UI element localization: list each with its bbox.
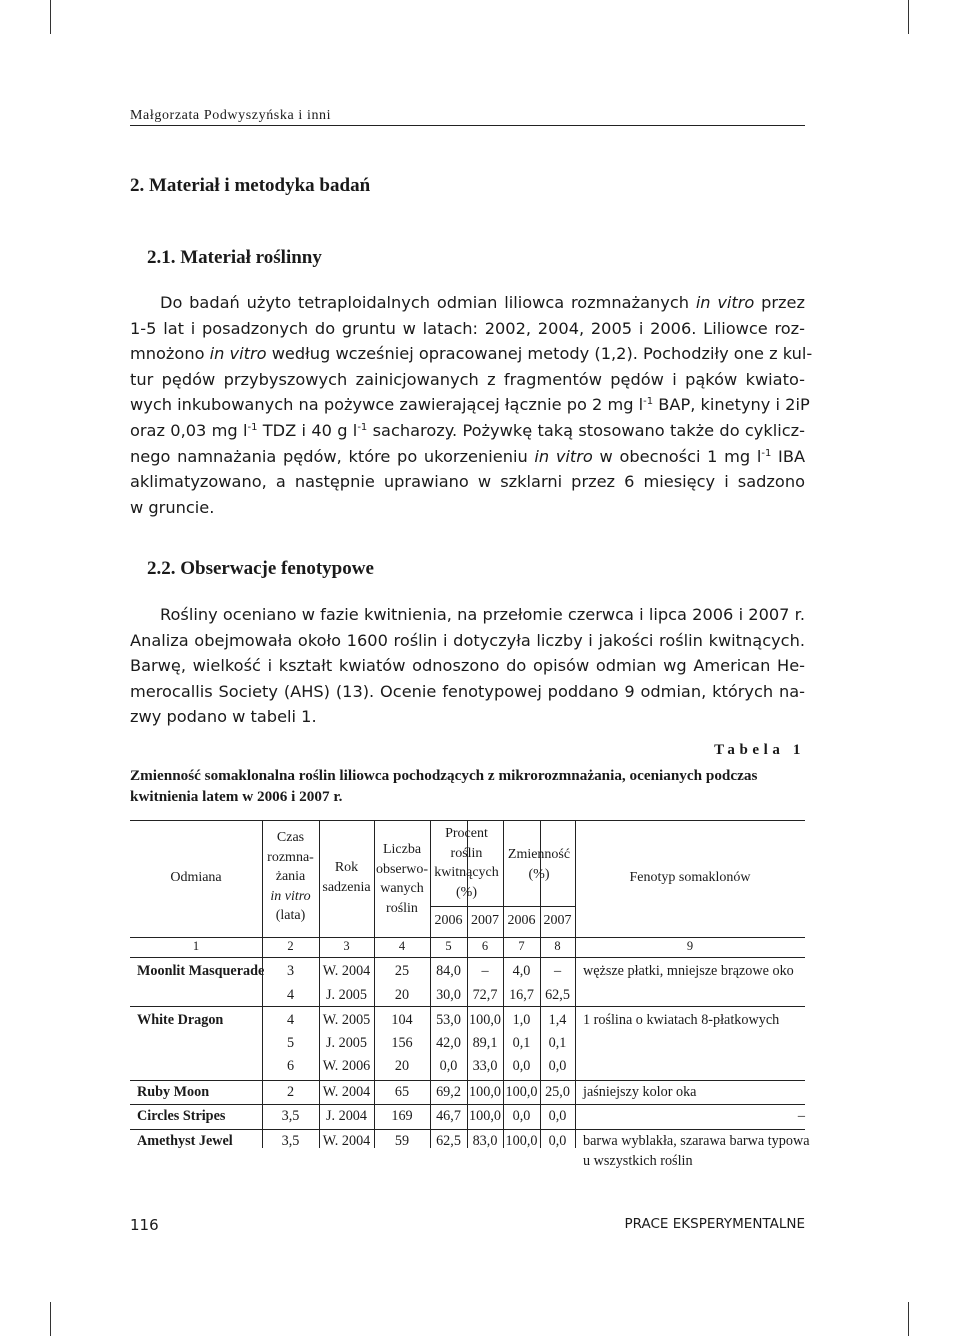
cell-czas: 3,5 — [281, 1133, 300, 1149]
cell-procent-2006: 46,7 — [436, 1108, 461, 1124]
header-zmiennosc: (%) — [528, 866, 550, 882]
cultivar-name: Circles Stripes — [137, 1108, 226, 1124]
text-line: mnożono in vitro według wcześniej opracowanej metody (1,2). Pochodziły one z kul- — [130, 344, 813, 364]
page-number: 116 — [130, 1216, 159, 1234]
cell-zmiennosc-2006: 100,0 — [505, 1084, 538, 1100]
header-rok: sadzenia — [322, 879, 371, 895]
cell-zmiennosc-2007: 25,0 — [545, 1084, 570, 1100]
cell-zmiennosc-2006: 1,0 — [512, 1012, 531, 1028]
cultivar-name: Amethyst Jewel — [137, 1133, 233, 1149]
cell-zmiennosc-2007: 1,4 — [548, 1012, 567, 1028]
cell-zmiennosc-2007: 0,0 — [548, 1058, 567, 1074]
cell-liczba: 20 — [394, 987, 410, 1003]
cell-rok: W. 2005 — [322, 1012, 371, 1028]
section-title: 2. Materiał i metodyka badań — [130, 175, 371, 196]
cell-procent-2007: – — [481, 963, 489, 979]
cell-liczba: 59 — [394, 1133, 410, 1149]
text-line: tur pędów przybyszowych zainicjowanych z fragmentów pędów i pąków kwiato- — [130, 369, 805, 389]
journal-name: PRACE EKSPERYMENTALNE — [624, 1216, 805, 1232]
cell-procent-2006: 42,0 — [436, 1035, 461, 1051]
cell-zmiennosc-2007: 0,0 — [548, 1108, 567, 1124]
cell-fenotyp: jaśniejszy kolor oka — [583, 1084, 697, 1100]
crop-mark — [908, 0, 909, 34]
text-line: nego namnażania pędów, które po ukorzenieniu in vitro w obecności 1 mg $l^{-1}$ IBA — [130, 446, 806, 466]
cell-czas: 2 — [286, 1084, 295, 1100]
cell-procent-2006: 69,2 — [436, 1084, 461, 1100]
table-label: Tabela 1 — [714, 742, 805, 758]
header-liczba: wanych — [380, 881, 424, 896]
cell-zmiennosc-2006: 16,7 — [509, 987, 534, 1003]
cell-procent-2007: 100,0 — [469, 1108, 501, 1124]
text-line: Do badań użyto tetraploidalnych odmian liliowca rozmnażanych in vitro przez — [160, 293, 806, 312]
cell-fenotyp: węższe płatki, mniejsze brązowe oko — [583, 963, 794, 979]
cell-procent-2007: 89,1 — [472, 1035, 498, 1051]
cell-fenotyp: 1 roślina o kwiatach 8-płatkowych — [583, 1012, 780, 1028]
header-czas: rozmna- — [267, 849, 314, 865]
crop-mark — [908, 1302, 909, 1336]
cell-rok: W. 2004 — [322, 1084, 371, 1100]
header-fenotyp: Fenotyp somaklonów — [629, 870, 751, 885]
subsection-title-2: 2.2. Obserwacje fenotypowe — [147, 558, 374, 579]
cell-rok: J. 2005 — [326, 987, 367, 1003]
header-liczba: obserwo- — [375, 861, 429, 877]
paragraph-observations — [130, 602, 805, 730]
cell-procent-2006: 0,0 — [439, 1058, 458, 1074]
header-procent: (%) — [456, 884, 477, 900]
text-line: Analiza obejmowała około 1600 roślin i dotyczyła liczby i jakości roślin kwitnących. — [130, 630, 805, 650]
header-procent: Procent — [445, 826, 488, 841]
cultivar-name: Moonlit Masquerade — [137, 963, 265, 979]
cell-procent-2007: 100,0 — [469, 1012, 501, 1028]
cell-procent-2007: 100,0 — [469, 1084, 501, 1100]
cell-procent-2006: 62,5 — [436, 1133, 461, 1149]
cell-zmiennosc-2007: 0,0 — [548, 1133, 567, 1149]
cell-procent-2006: 53,0 — [436, 1012, 461, 1028]
cell-zmiennosc-2007: 0,1 — [548, 1035, 567, 1051]
cell-zmiennosc-2006: 0,1 — [512, 1035, 531, 1051]
column-number: 1 — [192, 939, 200, 953]
header-liczba: Liczba — [382, 842, 422, 857]
cell-fenotyp: barwa wyblakła, szarawa barwa typowa — [583, 1133, 810, 1149]
cell-liczba: 104 — [391, 1012, 413, 1028]
header-czas: Czas — [276, 830, 305, 845]
text-line: 1-5 lat i posadzonych do gruntu w latach: 2002, 2004, 2005 i 2006. Liliowce roz- — [130, 318, 805, 338]
cell-rok: W. 2004 — [322, 1133, 371, 1149]
header-czas: (lata) — [275, 908, 306, 923]
cell-procent-2006: 30,0 — [436, 987, 461, 1003]
text-line: aklimatyzowano, a następnie uprawiano w szklarni przez 6 miesięcy i sadzono — [130, 472, 805, 492]
table-caption: Zmienność somaklonalna roślin liliowca pochodzących z mikrorozmnażania, ocenianych podczas kwitnienia latem w 2006 i 2007 r. — [130, 767, 758, 805]
cell-fenotyp: – — [797, 1108, 805, 1124]
cell-liczba: 65 — [394, 1084, 410, 1100]
text-line: Rośliny oceniano w fazie kwitnienia, na przełomie czerwca i lipca 2006 i 2007 r. — [160, 605, 805, 624]
column-number: 7 — [518, 939, 525, 953]
header-year: 2006 — [434, 913, 463, 928]
column-number: 3 — [343, 939, 350, 953]
subsection-title-1: 2.1. Materiał roślinny — [147, 247, 322, 268]
cell-czas: 4 — [286, 1012, 295, 1028]
cell-liczba: 25 — [394, 963, 410, 979]
header-odmiana: Odmiana — [170, 870, 222, 885]
crop-mark — [50, 0, 51, 34]
cell-czas: 5 — [286, 1035, 295, 1051]
cultivar-name: White Dragon — [137, 1012, 224, 1028]
text-line: w gruncie. — [130, 497, 215, 517]
cell-fenotyp: u wszystkich roślin — [583, 1153, 693, 1169]
header-year: 2007 — [543, 913, 572, 928]
crop-mark — [50, 1302, 51, 1336]
text-line: wych inkubowanych na pożywce zawierającej łącznie po 2 mg $l^{-1}$ BAP, kinetyny i 2iP — [130, 395, 810, 415]
header-procent: kwitnących — [434, 865, 499, 880]
column-number: 9 — [686, 939, 694, 953]
column-number: 2 — [287, 939, 294, 953]
cell-zmiennosc-2006: 100,0 — [505, 1133, 538, 1149]
paragraph-materials — [130, 290, 813, 520]
header-zmiennosc: Zmienność — [507, 847, 571, 862]
cell-zmiennosc-2006: 4,0 — [512, 963, 531, 979]
cell-czas: 6 — [286, 1058, 295, 1074]
header-czas: in vitro — [270, 888, 311, 904]
cell-czas: 3,5 — [281, 1108, 300, 1124]
text-line: merocallis Society (AHS) (13). Ocenie fenotypowej poddano 9 odmian, których na- — [130, 681, 805, 701]
header-year: 2006 — [507, 913, 536, 928]
cell-procent-2007: 33,0 — [472, 1058, 498, 1074]
header-rok: Rok — [334, 860, 359, 875]
cell-rok: J. 2004 — [326, 1108, 367, 1124]
cell-rok: J. 2005 — [326, 1035, 367, 1051]
column-number: 6 — [481, 939, 489, 953]
text-line: Barwę, wielkość i kształt kwiatów odnoszono do opisów odmian wg American He- — [130, 656, 805, 676]
header-rule — [130, 125, 805, 126]
header-czas: żania — [275, 869, 306, 884]
cell-liczba: 156 — [391, 1035, 413, 1051]
cell-zmiennosc-2007: – — [553, 963, 562, 979]
cell-procent-2006: 84,0 — [436, 963, 461, 979]
column-number: 5 — [445, 939, 452, 953]
header-procent: roślin — [450, 845, 483, 861]
cell-rok: W. 2004 — [322, 963, 371, 979]
cell-zmiennosc-2006: 0,0 — [512, 1108, 531, 1124]
cultivar-name: Ruby Moon — [137, 1084, 210, 1100]
text-line: oraz 0,03 mg $l^{-1}$ TDZ i 40 g $l^{-1}$ sacharozy. Pożywkę taką stosowano także do cyklicz- — [130, 420, 805, 440]
cell-procent-2007: 72,7 — [472, 987, 498, 1003]
cell-czas: 4 — [286, 987, 295, 1003]
cell-zmiennosc-2007: 62,5 — [545, 987, 570, 1003]
header-year: 2007 — [471, 913, 499, 928]
cell-liczba: 169 — [391, 1108, 413, 1124]
cell-czas: 3 — [286, 963, 295, 979]
cell-rok: W. 2006 — [322, 1058, 371, 1074]
text-line: zwy podano w tabeli 1. — [130, 707, 317, 727]
running-head: Małgorzata Podwyszyńska i inni — [130, 108, 332, 123]
cell-procent-2007: 83,0 — [472, 1133, 498, 1149]
column-number: 4 — [398, 939, 406, 953]
column-number: 8 — [554, 939, 561, 953]
cell-zmiennosc-2006: 0,0 — [512, 1058, 531, 1074]
cell-liczba: 20 — [394, 1058, 410, 1074]
header-liczba: roślin — [386, 900, 418, 916]
